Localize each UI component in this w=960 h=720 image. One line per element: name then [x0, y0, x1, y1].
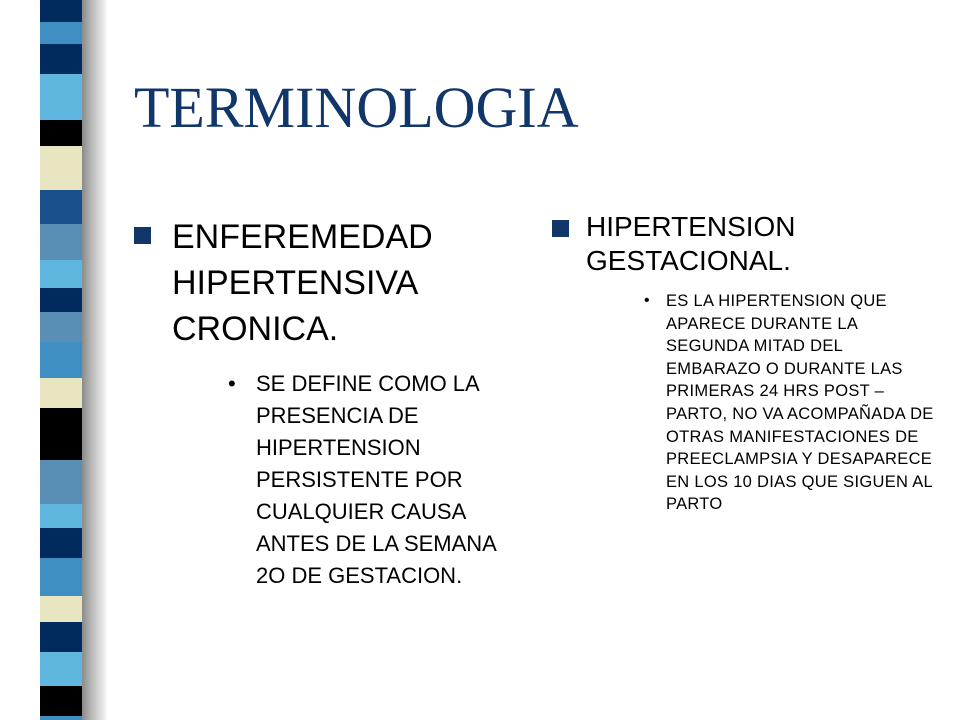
square-bullet-icon [134, 227, 151, 244]
stripe-segment [40, 460, 82, 504]
stripe-segment [40, 312, 82, 342]
stripe-segment [40, 378, 82, 408]
slide-title: TERMINOLOGIA [134, 75, 579, 140]
decorative-stripe-bar [40, 0, 82, 720]
dot-bullet-icon: • [644, 292, 650, 309]
left-heading: ENFEREMEDAD HIPERTENSIVA CRONICA. [172, 218, 433, 348]
stripe-segment [40, 652, 82, 686]
stripe-shadow [82, 0, 108, 720]
stripe-segment [40, 504, 82, 528]
stripe-segment [40, 0, 82, 22]
stripe-segment [40, 74, 82, 120]
stripe-segment [40, 288, 82, 312]
left-detail: SE DEFINE COMO LA PRESENCIA DE HIPERTENSION PERSISTENTE POR CUALQUIER CAUSA ANTES DE LA SEMANA 2O DE GESTACION. [256, 371, 496, 588]
left-detail-row [134, 368, 524, 592]
dot-bullet-icon: • [228, 371, 236, 396]
stripe-segment [40, 596, 82, 622]
stripe-segment [40, 528, 82, 558]
stripe-segment [40, 120, 82, 146]
right-heading: HIPERTENSION GESTACIONAL. [586, 211, 796, 276]
right-column [548, 210, 948, 516]
stripe-segment [40, 22, 82, 44]
stripe-segment [40, 342, 82, 378]
stripe-segment [40, 260, 82, 288]
stripe-segment [40, 686, 82, 716]
left-heading-row [134, 214, 524, 352]
right-heading-row [548, 210, 948, 278]
stripe-segment [40, 44, 82, 74]
stripe-segment [40, 558, 82, 596]
stripe-segment [40, 408, 82, 460]
right-detail: ES LA HIPERTENSION QUE APARECE DURANTE LA SEGUNDA MITAD DEL EMBARAZO O DURANTE LAS PRIMERAS 24 HRS POST –PARTO, NO VA ACOMPAÑADA DE OTRAS MANIFESTACIONES DE PREECLAMPSIA Y DESAPARECE EN LOS 10 DIAS QUE SIGUEN AL PARTO [666, 292, 934, 514]
stripe-segment [40, 146, 82, 190]
stripe-segment [40, 224, 82, 260]
square-bullet-icon [552, 220, 569, 237]
right-detail-row [548, 290, 948, 516]
stripe-segment [40, 190, 82, 224]
left-column [134, 214, 524, 592]
stripe-segment [40, 622, 82, 652]
stripe-segment [40, 716, 82, 720]
